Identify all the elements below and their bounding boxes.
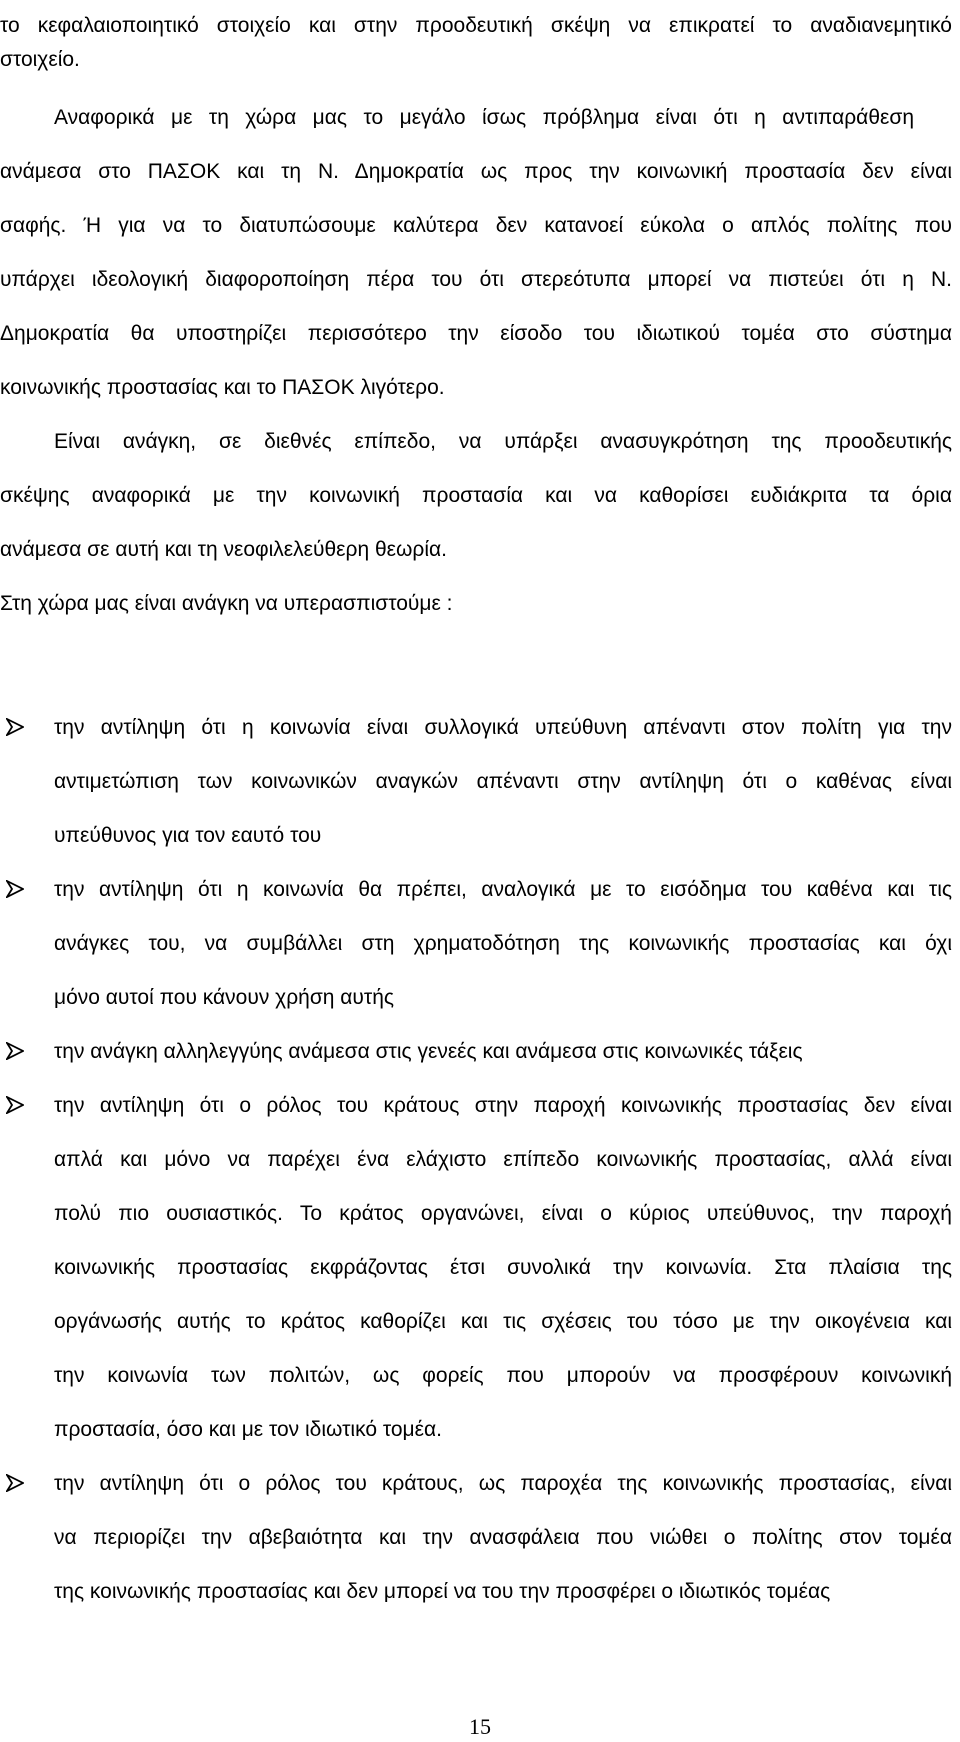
page-number: 15 bbox=[469, 1714, 491, 1739]
bullet-4-line-6: την κοινωνία των πολιτών, ως φορείς που μπορούν να προσφέρουν κοινωνική bbox=[54, 1364, 952, 1387]
paragraph-3-line-3: ανάμεσα σε αυτή και τη νεοφιλελεύθερη θεωρία. bbox=[0, 538, 448, 561]
paragraph-2-line-5: Δημοκρατία θα υποστηρίζει περισσότερο την είσοδο του ιδιωτικού τομέα στο σύστημα bbox=[0, 322, 952, 345]
bullet-5-line-3: της κοινωνικής προστασίας και δεν μπορεί να του την προσφέρει ο ιδιωτικός τομέας bbox=[54, 1580, 831, 1603]
paragraph-1-line-1: το κεφαλαιοποιητικό στοιχείο και στην προοδευτική σκέψη να επικρατεί το αναδιανεμητικό bbox=[0, 14, 952, 37]
bullet-4-line-1: την αντίληψη ότι ο ρόλος του κράτους στην παροχή κοινωνικής προστασίας δεν είναι bbox=[54, 1094, 952, 1117]
bullet-1-line-1: την αντίληψη ότι η κοινωνία είναι συλλογικά υπεύθυνη απέναντι στον πολίτη για την bbox=[54, 716, 952, 739]
arrowhead-bullet-icon bbox=[6, 1082, 28, 1130]
bullet-5-line-2: να περιορίζει την αβεβαιότητα και την ανασφάλεια που νιώθει ο πολίτης στον τομέα bbox=[54, 1526, 952, 1549]
paragraph-2-line-2: ανάμεσα στο ΠΑΣΟΚ και τη Ν. Δημοκρατία ως προς την κοινωνική προστασία δεν είναι bbox=[0, 160, 952, 183]
bullet-1-line-2: αντιμετώπιση των κοινωνικών αναγκών απέναντι στην αντίληψη ότι ο καθένας είναι bbox=[54, 770, 952, 793]
bullet-2-line-2: ανάγκες του, να συμβάλλει στη χρηματοδότηση της κοινωνικής προστασίας και όχι bbox=[54, 932, 952, 955]
arrowhead-bullet-icon bbox=[6, 1028, 28, 1076]
paragraph-2-line-1: Αναφορικά με τη χώρα μας το μεγάλο ίσως πρόβλημα είναι ότι η αντιπαράθεση bbox=[54, 106, 914, 129]
bullet-4-line-3: πολύ πιο ουσιαστικός. Το κράτος οργανώνει, είναι ο κύριος υπεύθυνος, την παροχή bbox=[54, 1202, 952, 1225]
bullet-2-line-3: μόνο αυτοί που κάνουν χρήση αυτής bbox=[54, 986, 395, 1009]
bullet-4-line-7: προστασία, όσο και με τον ιδιωτικό τομέα. bbox=[54, 1418, 442, 1441]
paragraph-2-line-4: υπάρχει ιδεολογική διαφοροποίηση πέρα του ότι στερεότυπα μπορεί να πιστεύει ότι η Ν. bbox=[0, 268, 952, 291]
paragraph-1-line-2: στοιχείο. bbox=[0, 48, 80, 71]
bullet-4-line-4: κοινωνικής προστασίας εκφράζοντας έτσι συνολικά την κοινωνία. Στα πλαίσια της bbox=[54, 1256, 952, 1279]
bullet-4-line-2: απλά και μόνο να παρέχει ένα ελάχιστο επίπεδο κοινωνικής προστασίας, αλλά είναι bbox=[54, 1148, 952, 1171]
paragraph-3-line-1: Είναι ανάγκη, σε διεθνές επίπεδο, να υπάρξει ανασυγκρότηση της προοδευτικής bbox=[54, 430, 952, 453]
bullet-1-line-3: υπεύθυνος για τον εαυτό του bbox=[54, 824, 322, 847]
arrowhead-bullet-icon bbox=[6, 866, 28, 914]
paragraph-4-line-1: Στη χώρα μας είναι ανάγκη να υπερασπιστούμε : bbox=[0, 592, 453, 615]
bullet-2-line-1: την αντίληψη ότι η κοινωνία θα πρέπει, αναλογικά με το εισόδημα του καθένα και τις bbox=[54, 878, 952, 901]
bullet-5-line-1: την αντίληψη ότι ο ρόλος του κράτους, ως παροχέα της κοινωνικής προστασίας, είναι bbox=[54, 1472, 952, 1495]
paragraph-3-line-2: σκέψης αναφορικά με την κοινωνική προστασία και να καθορίσει ευδιάκριτα τα όρια bbox=[0, 484, 952, 507]
bullet-4-line-5: οργάνωσής αυτής το κράτος καθορίζει και τις σχέσεις του τόσο με την οικογένεια και bbox=[54, 1310, 952, 1333]
arrowhead-bullet-icon bbox=[6, 1460, 28, 1508]
arrowhead-bullet-icon bbox=[6, 704, 28, 752]
paragraph-2-line-6: κοινωνικής προστασίας και το ΠΑΣΟΚ λιγότερο. bbox=[0, 376, 445, 399]
paragraph-2-line-3: σαφής. Ή για να το διατυπώσουμε καλύτερα δεν κατανοεί εύκολα ο απλός πολίτης που bbox=[0, 214, 952, 237]
bullet-3-line-1: την ανάγκη αλληλεγγύης ανάμεσα στις γενεές και ανάμεσα στις κοινωνικές τάξεις bbox=[54, 1040, 803, 1063]
